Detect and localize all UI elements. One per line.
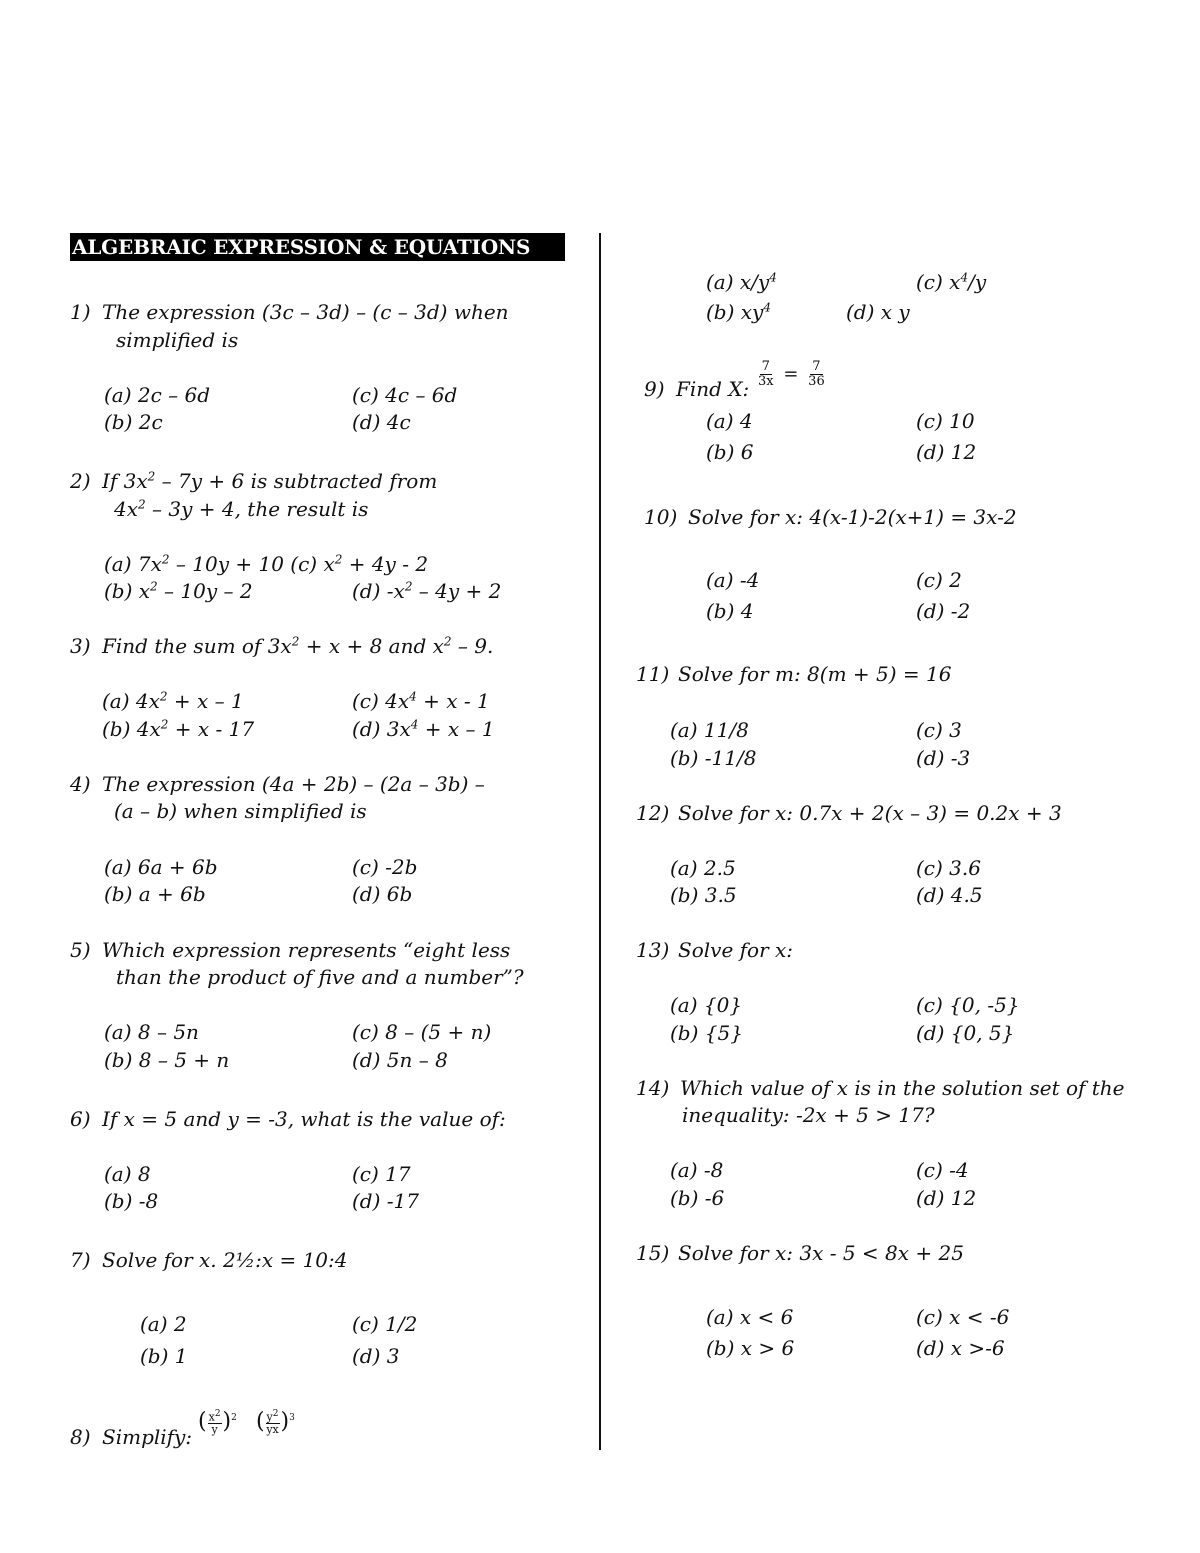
question-2: 2) If $3x^2 - 7y + 6$ is subtracted from — [70, 469, 438, 493]
question-12: 12) Solve for x: 0.7x + 2(x – 3) = 0.2x + 3 — [636, 801, 1062, 825]
q7-option-c[interactable]: (c) 1/2 — [352, 1312, 418, 1336]
question-11: 11) Solve for m: 8(m + 5) = 16 — [636, 662, 952, 686]
q4-option-c[interactable]: (c) -2b — [352, 855, 418, 879]
q4-option-b[interactable]: (b) a + 6b — [104, 882, 206, 906]
q1-option-c[interactable]: (c) 4c – 6d — [352, 383, 458, 407]
q1-option-a[interactable]: (a) 2c – 6d — [104, 383, 211, 407]
q13-option-c[interactable]: (c) {0, -5} — [916, 993, 1020, 1017]
q5-option-a[interactable]: (a) 8 – 5n — [104, 1020, 199, 1044]
q6-option-c[interactable]: (c) 17 — [352, 1162, 411, 1186]
question-1-text: The expression (3c – 3d) – (c – 3d) when — [102, 300, 509, 324]
q6-option-d[interactable]: (d) -17 — [352, 1189, 419, 1213]
question-10: 10) Solve for x: 4(x-1)-2(x+1) = 3x-2 — [644, 505, 1017, 529]
q13-option-a[interactable]: (a) {0} — [670, 993, 743, 1017]
q2-option-a-c[interactable]: (a) $7x^2 - 10y + 10$ (c) $x^2 + 4y - 2$ — [104, 552, 429, 576]
question-9: 9) Find X: — [644, 377, 750, 401]
q15-option-c[interactable]: (c) x < -6 — [916, 1305, 1010, 1329]
q14-option-b[interactable]: (b) -6 — [670, 1186, 725, 1210]
q15-option-b[interactable]: (b) x > 6 — [706, 1336, 795, 1360]
q12-option-d[interactable]: (d) 4.5 — [916, 883, 983, 907]
q7-option-d[interactable]: (d) 3 — [352, 1344, 400, 1368]
q11-option-d[interactable]: (d) -3 — [916, 746, 971, 770]
q4-option-d[interactable]: (d) 6b — [352, 882, 413, 906]
question-5-cont: than the product of five and a number”? — [116, 965, 524, 989]
q8-option-d[interactable]: (d) x y — [846, 300, 910, 324]
q3-option-b[interactable]: (b) $4x^2 + x - 17$ — [102, 717, 255, 741]
q12-option-a[interactable]: (a) 2.5 — [670, 856, 736, 880]
q1-option-d[interactable]: (d) 4c — [352, 410, 411, 434]
question-8: 8) Simplify: — [70, 1425, 193, 1449]
worksheet-title: ALGEBRAIC EXPRESSION & EQUATIONS — [70, 233, 565, 261]
column-divider — [599, 233, 601, 1450]
question-15: 15) Solve for x: 3x - 5 < 8x + 25 — [636, 1241, 964, 1265]
q9-option-d[interactable]: (d) 12 — [916, 440, 977, 464]
q9-option-b[interactable]: (b) 6 — [706, 440, 754, 464]
q2-option-d[interactable]: (d) $-x^2 - 4y + 2$ — [352, 579, 502, 603]
q9-option-a[interactable]: (a) 4 — [706, 409, 753, 433]
question-14-cont: inequality: -2x + 5 > 17? — [682, 1103, 935, 1127]
question-4-cont: (a – b) when simplified is — [114, 799, 367, 823]
q11-option-c[interactable]: (c) 3 — [916, 718, 962, 742]
question-2-cont: $4x^2 - 3y + 4$, the result is — [114, 497, 369, 521]
q14-option-d[interactable]: (d) 12 — [916, 1186, 977, 1210]
q13-option-d[interactable]: (d) {0, 5} — [916, 1021, 1015, 1045]
q11-option-a[interactable]: (a) 11/8 — [670, 718, 749, 742]
q8-option-c[interactable]: (c) $x^4/y$ — [916, 270, 987, 294]
q3-option-d[interactable]: (d) $3x^4 + x - 1$ — [352, 717, 495, 741]
q7-option-b[interactable]: (b) 1 — [140, 1344, 188, 1368]
q4-option-a[interactable]: (a) 6a + 6b — [104, 855, 218, 879]
q10-option-b[interactable]: (b) 4 — [706, 599, 754, 623]
q15-option-d[interactable]: (d) x >-6 — [916, 1336, 1005, 1360]
q12-option-b[interactable]: (b) 3.5 — [670, 883, 737, 907]
q7-option-a[interactable]: (a) 2 — [140, 1312, 187, 1336]
q8-option-b[interactable]: (b) $xy^4$ — [706, 300, 771, 324]
question-7: 7) Solve for x. 2½:x = 10:4 — [70, 1248, 348, 1272]
q10-option-a[interactable]: (a) -4 — [706, 568, 760, 592]
q8-expression: ( $\frac{x^2}{y}$ )$^2$ ( $\frac{y^2}{yx}$ )$^3$ — [198, 1408, 295, 1437]
question-4: 4) The expression (4a + 2b) – (2a – 3b) – — [70, 772, 485, 796]
q6-option-b[interactable]: (b) -8 — [104, 1189, 159, 1213]
q3-option-c[interactable]: (c) $4x^4 + x - 1$ — [352, 689, 490, 713]
question-1: 1) The expression (3c – 3d) – (c – 3d) when simplified is — [70, 300, 509, 352]
question-5: 5) Which expression represents “eight less — [70, 938, 511, 962]
q5-option-b[interactable]: (b) 8 – 5 + n — [104, 1048, 230, 1072]
question-6: 6) If x = 5 and y = -3, what is the value of: — [70, 1107, 506, 1131]
q10-option-d[interactable]: (d) -2 — [916, 599, 971, 623]
question-14: 14) Which value of x is in the solution set of the — [636, 1076, 1125, 1100]
q15-option-a[interactable]: (a) x < 6 — [706, 1305, 794, 1329]
q12-option-c[interactable]: (c) 3.6 — [916, 856, 981, 880]
q1-option-b[interactable]: (b) 2c — [104, 410, 163, 434]
question-3: 3) Find the sum of $3x^2 + x + 8$ and $x^2 - 9$. — [70, 634, 494, 658]
q5-option-c[interactable]: (c) 8 – (5 + n) — [352, 1020, 492, 1044]
q6-option-a[interactable]: (a) 8 — [104, 1162, 151, 1186]
q13-option-b[interactable]: (b) {5} — [670, 1021, 743, 1045]
q8-option-a[interactable]: (a) $x/y^4$ — [706, 270, 777, 294]
q5-option-d[interactable]: (d) 5n – 8 — [352, 1048, 448, 1072]
q10-option-c[interactable]: (c) 2 — [916, 568, 962, 592]
q3-option-a[interactable]: (a) $4x^2 + x - 1$ — [102, 689, 244, 713]
q2-option-b[interactable]: (b) $x^2 - 10y - 2$ — [104, 579, 253, 603]
q14-option-c[interactable]: (c) -4 — [916, 1158, 969, 1182]
question-13: 13) Solve for x: — [636, 938, 794, 962]
q11-option-b[interactable]: (b) -11/8 — [670, 746, 757, 770]
q14-option-a[interactable]: (a) -8 — [670, 1158, 724, 1182]
question-1-text-cont: simplified is — [116, 328, 239, 352]
q9-option-c[interactable]: (c) 10 — [916, 409, 975, 433]
q9-equation: $\frac{7}{3x}$ = $\frac{7}{36}$ — [758, 359, 825, 389]
